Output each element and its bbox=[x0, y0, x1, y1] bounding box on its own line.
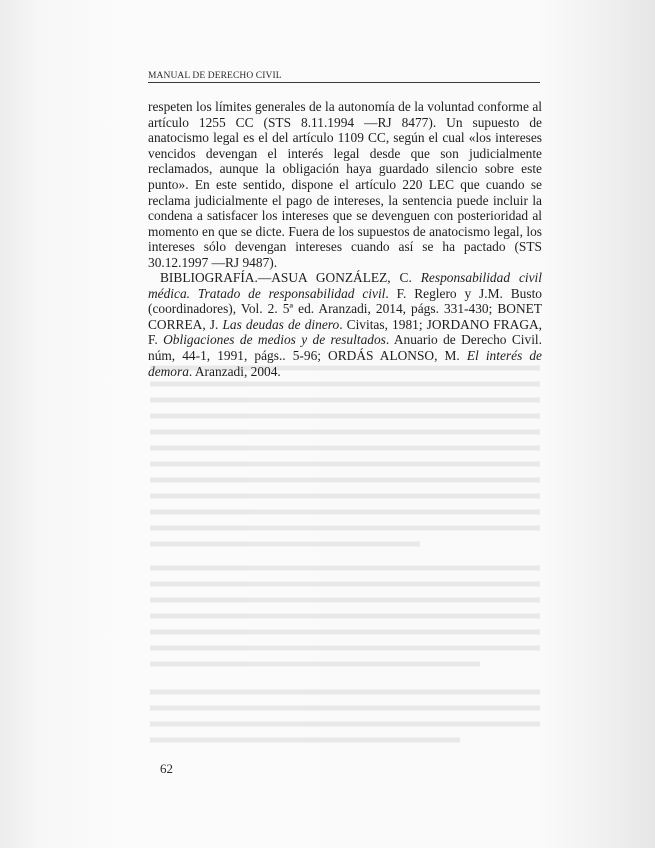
bibliography-title: El interés de demora bbox=[148, 347, 542, 379]
bibliography-title: Responsabilidad civil médica. Tratado de responsabilidad civil bbox=[148, 270, 542, 301]
body-paragraph: respeten los límites generales de la autonomía de la voluntad conforme al artículo 1255 CC (STS 8.11.1994 —RJ 8477). Un supuesto de anatocismo legal es el del artículo 1109 CC, según el cual «los intereses vencidos devengan el interés legal desde que son judicialmente reclamados, aunque la obligación haya guardado silencio sobre este punto». En este sentido, dispone el artículo 220 LEC que cuando se reclama judicialmente el pago de intereses, la sentencia puede incluir la condena a satisfacer los intereses que se devenguen con posterioridad al momento en que se dicte. Fuera de los supuestos de anatocismo legal, los intereses sólo devengan intereses cuando así se ha pactado (STS 30.12.1997 —RJ 9487). bbox=[148, 99, 542, 270]
bibliography-title: Las deudas de dinero bbox=[222, 316, 340, 332]
bibliography-paragraph bbox=[148, 270, 542, 379]
bibliography-entry-text: . Anuario de Derecho Civil. núm, 44-1, 1991, págs.. 5-96; ORDÁS ALONSO, M. bbox=[148, 332, 542, 363]
bibliography-entry-text: . Aranzadi, 2004. bbox=[188, 363, 281, 379]
bibliography-entry-text: . Civitas, 1981; JORDANO FRAGA, F. bbox=[148, 316, 543, 348]
bibliography-title: Obligaciones de medios y de resultados bbox=[163, 332, 386, 348]
bibliography-label: BIBLIOGRAFÍA.— bbox=[160, 270, 272, 285]
bibliography-entry-text: . F. Reglero y J.M. Busto (coordinadores), Vol. 2. 5ª ed. Aranzadi, 2014, págs. 331-430; BONET CORREA, J. bbox=[148, 285, 542, 332]
bibliography-entry-text: ASUA GONZÁLEZ, C. bbox=[271, 270, 421, 285]
body-paragraph-block bbox=[148, 99, 542, 271]
page-number: 62 bbox=[160, 761, 173, 776]
bibliography-block bbox=[148, 270, 542, 379]
running-header: MANUAL DE DERECHO CIVIL bbox=[148, 71, 540, 83]
